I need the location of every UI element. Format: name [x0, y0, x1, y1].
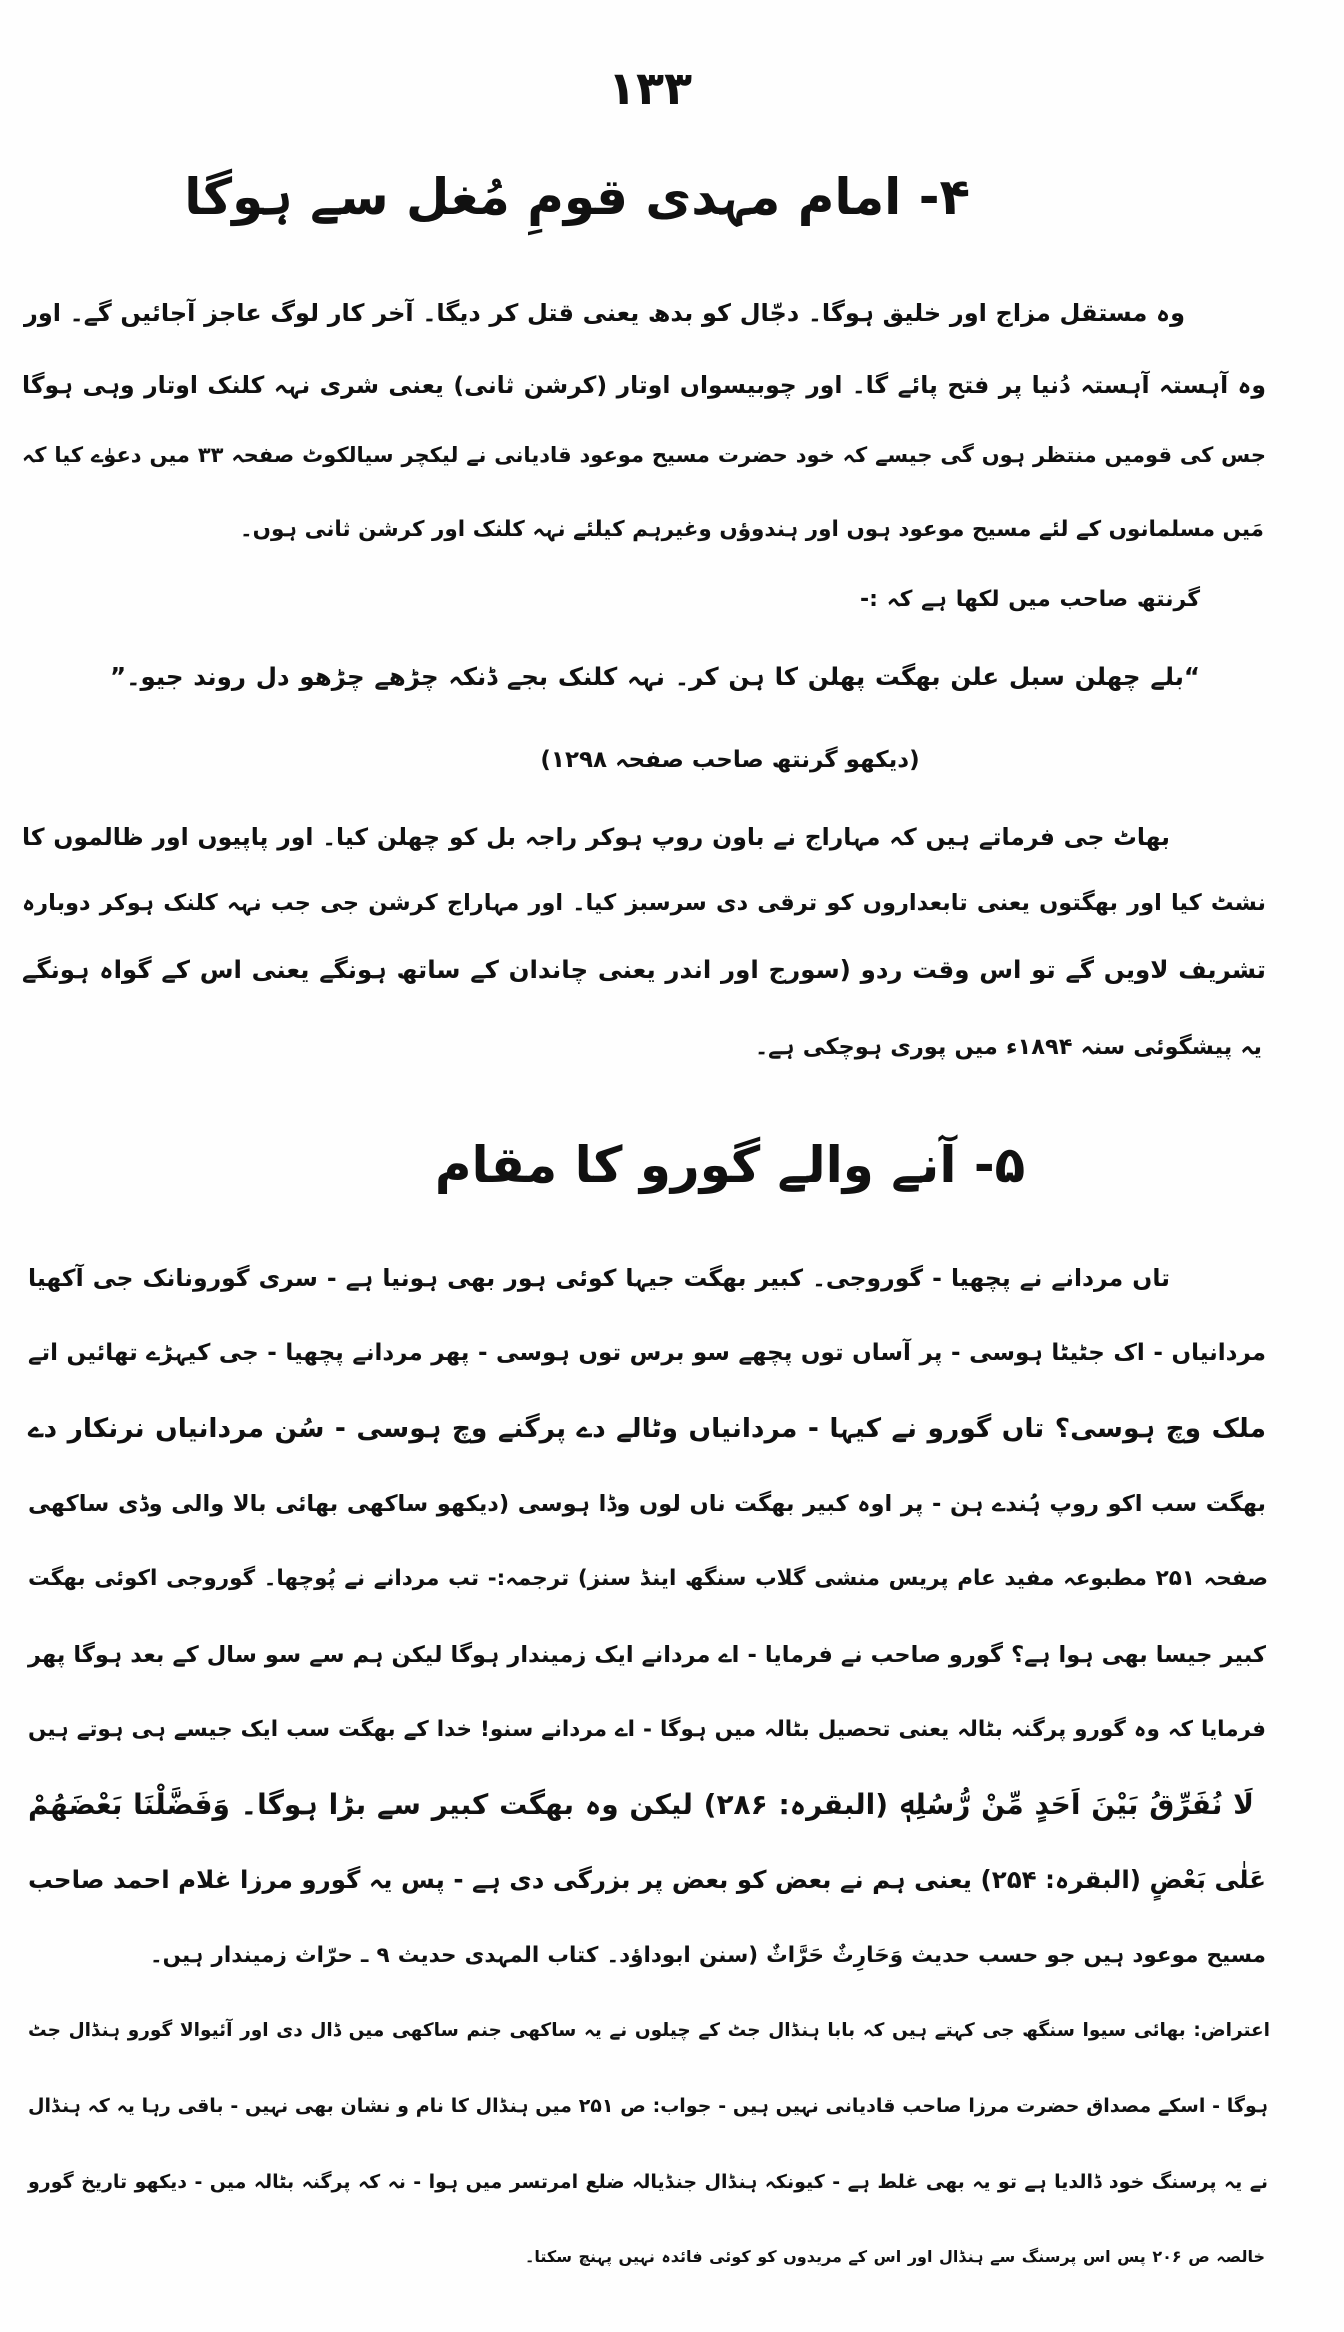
paragraph-line: لَا نُفَرِّقُ بَيْنَ اَحَدٍ مِّنْ رُّسُلِهٖ (البقرہ: ۲۸۶) لیکن وہ بھگت کبیر سے بڑا ہوگا۔ وَفَضَّلْنَا بَعْضَهُمْ [28, 1788, 1254, 1821]
paragraph-line: ملک وچ ہوسی؟ تاں گورو نے کیہا - مردانیاں وٹالے دے پرگنے وچ ہوسی - سُن مردانیاں نرنکار دے [28, 1413, 1266, 1444]
objection-line: اعتراض: بھائی سیوا سنگھ جی کہتے ہیں کہ بابا ہنڈال جٹ کے چیلوں نے یہ ساکھی جنم ساکھی میں ڈال دی اور آئیوالا گورو ہنڈال جٹ [28, 2020, 1270, 2041]
paragraph-line: نشٹ کیا اور بھگتوں یعنی تابعداروں کو ترقی دی سرسبز کیا۔ اور مہاراج کرشن جی جب نہہ کلنک ہوکر دوبارہ [22, 890, 1266, 916]
paragraph-line: بھگت سب اکو روپ ہُندے ہن - پر اوہ کبیر بھگت ناں لوں وڈا ہوسی (دیکھو ساکھی بھائی بالا والی وڈی ساکھی [28, 1491, 1266, 1517]
paragraph-line: تشریف لاویں گے تو اس وقت ردو (سورج اور اندر یعنی چاندان کے ساتھ ہونگے یعنی اس کے گواہ ہونگے [22, 955, 1266, 984]
paragraph-line: تاں مردانے نے پچھیا - گوروجی۔ کبیر بھگت جیہا کوئی ہور بھی ہونیا ہے - سری گورونانک جی آکھیا [28, 1264, 1170, 1292]
paragraph-line: یہ پیشگوئی سنہ ۱۸۹۴ء میں پوری ہوچکی ہے۔ [755, 1034, 1262, 1060]
page-number: ۱۳۳ [607, 61, 693, 115]
paragraph-line: مردانیاں - اک جٹیٹا ہوسی - پر آساں توں پچھے سو برس توں ہوسی - پھر مردانے پچھیا - جی کیہڑے تھائیں اتے [28, 1340, 1266, 1366]
paragraph-line: صفحہ ۲۵۱ مطبوعہ مفید عام پریس منشی گلاب سنگھ اینڈ سنز) ترجمہ:- تب مردانے نے پُوچھا۔ گوروجی اکوئی بھگت [28, 1566, 1269, 1591]
section-heading: ۵- آنے والے گورو کا مقام [434, 1136, 1026, 1194]
quote-reference: (دیکھو گرنتھ صاحب صفحہ ۱۲۹۸) [540, 747, 920, 773]
paragraph-line: وہ مستقل مزاج اور خلیق ہوگا۔ دجّال کو بدھ یعنی قتل کر دیگا۔ آخر کار لوگ عاجز آجائیں گے۔ اور [24, 299, 1185, 327]
paragraph-line: کبیر جیسا بھی ہوا ہے؟ گورو صاحب نے فرمایا - اے مردانے ایک زمیندار ہوگا لیکن ہم سے سو سال کے بعد ہوگا پھر [28, 1642, 1266, 1668]
paragraph-line: وہ آہستہ آہستہ دُنیا پر فتح پائے گا۔ اور چوبیسواں اوتار (کرشن ثانی) یعنی شری نہہ کلنک اوتار وہی ہوگا [22, 371, 1266, 399]
paragraph-line: خالصہ ص ۲۰۶ پس اس پرسنگ سے ہنڈال اور اس کے مریدوں کو کوئی فائدہ نہیں پہنچ سکتا۔ [525, 2247, 1265, 2266]
paragraph-line: عَلٰی بَعْضٍ (البقرہ: ۲۵۴) یعنی ہم نے بعض کو بعض پر بزرگی دی ہے - پس یہ گورو مرزا غلام احمد صاحب [27, 1865, 1266, 1894]
answer-line: ہوگا - اسکے مصداق حضرت مرزا صاحب قادیانی نہیں ہیں - جواب: ص ۲۵۱ میں ہنڈال کا نام و نشان بھی نہیں - باقی رہا یہ کہ ہنڈال [28, 2095, 1269, 2117]
section-heading: ۴- امام مہدی قومِ مُغل سے ہوگا [184, 168, 970, 226]
paragraph-line: جس کی قومیں منتظر ہوں گی جیسے کہ خود حضرت مسیح موعود قادیانی نے لیکچر سیالکوٹ صفحہ ۳۳ میں دعوٰے کیا کہ [22, 443, 1267, 467]
paragraph-line: نے یہ پرسنگ خود ڈالدیا ہے تو یہ بھی غلط ہے - کیونکہ ہنڈال جنڈیالہ ضلع امرتسر میں ہوا - نہ کہ پرگنہ بٹالہ میں - دیکھو تاریخ گورو [28, 2171, 1268, 2193]
quote-intro: گرنتھ صاحب میں لکھا ہے کہ :- [860, 587, 1200, 612]
paragraph-line: مسیح موعود ہیں جو حسب حدیث وَحَارِثٌ حَرَّاثٌ (سنن ابوداؤد۔ کتاب المہدی حدیث ۹ ـ حرّاث زمیندار ہیں۔ [150, 1943, 1266, 1968]
paragraph-line: بھاٹ جی فرماتے ہیں کہ مہاراج نے باون روپ ہوکر راجہ بل کو چھلن کیا۔ اور پاپیوں اور ظالموں کا [22, 823, 1170, 851]
paragraph-line: مَیں مسلمانوں کے لئے مسیح موعود ہوں اور ہندوؤں وغیرہم کیلئے نہہ کلنک اور کرشن ثانی ہوں۔ [240, 517, 1264, 542]
paragraph-line: فرمایا کہ وہ گورو پرگنہ بٹالہ یعنی تحصیل بٹالہ میں ہوگا - اے مردانے سنو! خدا کے بھگت سب ایک جیسے ہی ہوتے ہیں [28, 1717, 1266, 1742]
scripture-quote: “بلے چھلن سبل علن بھگت پھلن کا ہن کر۔ نہہ کلنک بجے ڈنکہ چڑھے چڑھو دل روند جیو۔” [110, 662, 1200, 691]
